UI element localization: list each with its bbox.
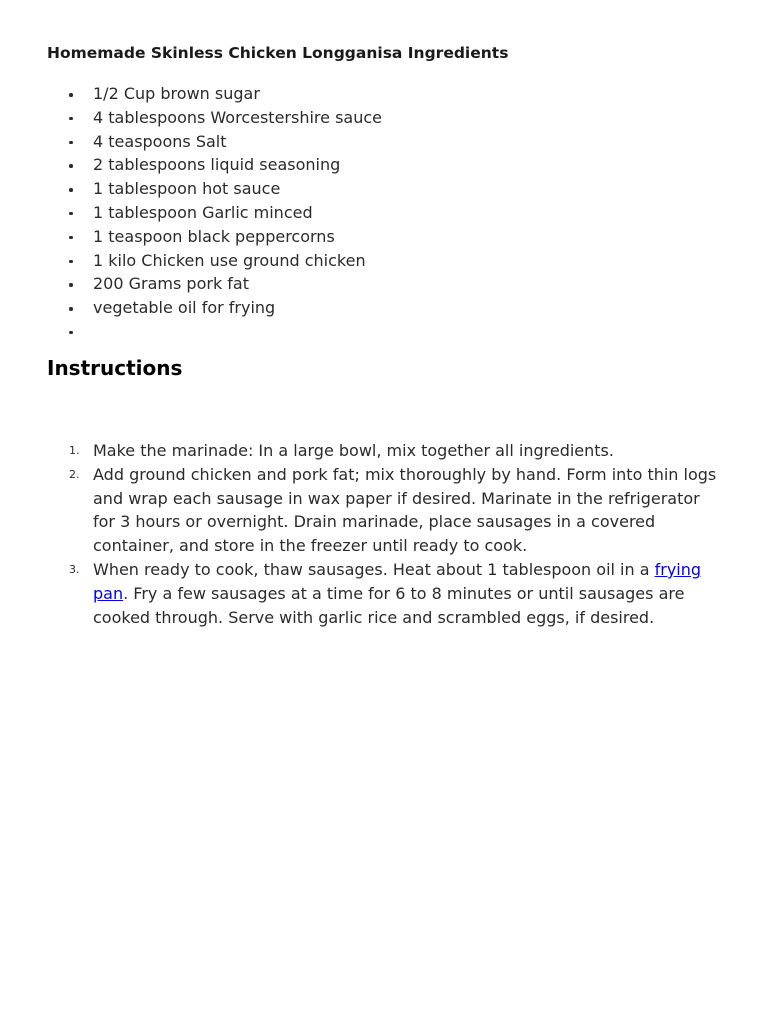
ingredient-item: 2 tablespoons liquid seasoning <box>93 153 382 177</box>
step-text: Add ground chicken and pork fat; mix thoroughly by hand. Form into thin logs and wrap each sausage in wax paper if desired. Marinate in the refrigerator for 3 hours or overnight. Drain marinade, place sausages in a covered container, and store in the freezer until ready to cook. <box>93 464 717 556</box>
ingredients-title: Homemade Skinless Chicken Longganisa Ingredients <box>47 44 509 62</box>
step-text: Make the marinade: In a large bowl, mix together all ingredients. <box>93 441 614 460</box>
ingredient-item: 1 tablespoon hot sauce <box>93 177 382 201</box>
step-number: 3. <box>69 562 80 576</box>
frying-pan-link[interactable]: frying pan <box>93 559 702 603</box>
ingredient-item: 1/2 Cup brown sugar <box>93 82 382 106</box>
ingredient-item: 1 kilo Chicken use ground chicken <box>93 249 382 273</box>
ingredient-list <box>93 82 382 344</box>
step-text-before: When ready to cook, thaw sausages. Heat about 1 tablespoon oil in a <box>93 559 655 579</box>
instructions-heading: Instructions <box>47 356 183 380</box>
step-number: 1. <box>69 444 80 457</box>
step-number: 2. <box>69 467 80 481</box>
ingredient-item-empty <box>93 320 382 344</box>
ingredient-item: 200 Grams pork fat <box>93 272 382 296</box>
step-text-after: . Fry a few sausages at a time for 6 to 8 minutes or until sausages are cooked through. Serve with garlic rice and scrambled eggs, if desired. <box>93 583 685 627</box>
instruction-step <box>69 463 723 558</box>
ingredient-item: vegetable oil for frying <box>93 296 382 320</box>
instruction-step <box>69 439 723 463</box>
ingredient-item: 4 tablespoons Worcestershire sauce <box>93 106 382 130</box>
ingredient-item: 1 tablespoon Garlic minced <box>93 201 382 225</box>
instruction-step <box>69 558 723 629</box>
instruction-steps <box>69 439 723 629</box>
ingredient-item: 4 teaspoons Salt <box>93 130 382 154</box>
ingredient-item: 1 teaspoon black peppercorns <box>93 225 382 249</box>
